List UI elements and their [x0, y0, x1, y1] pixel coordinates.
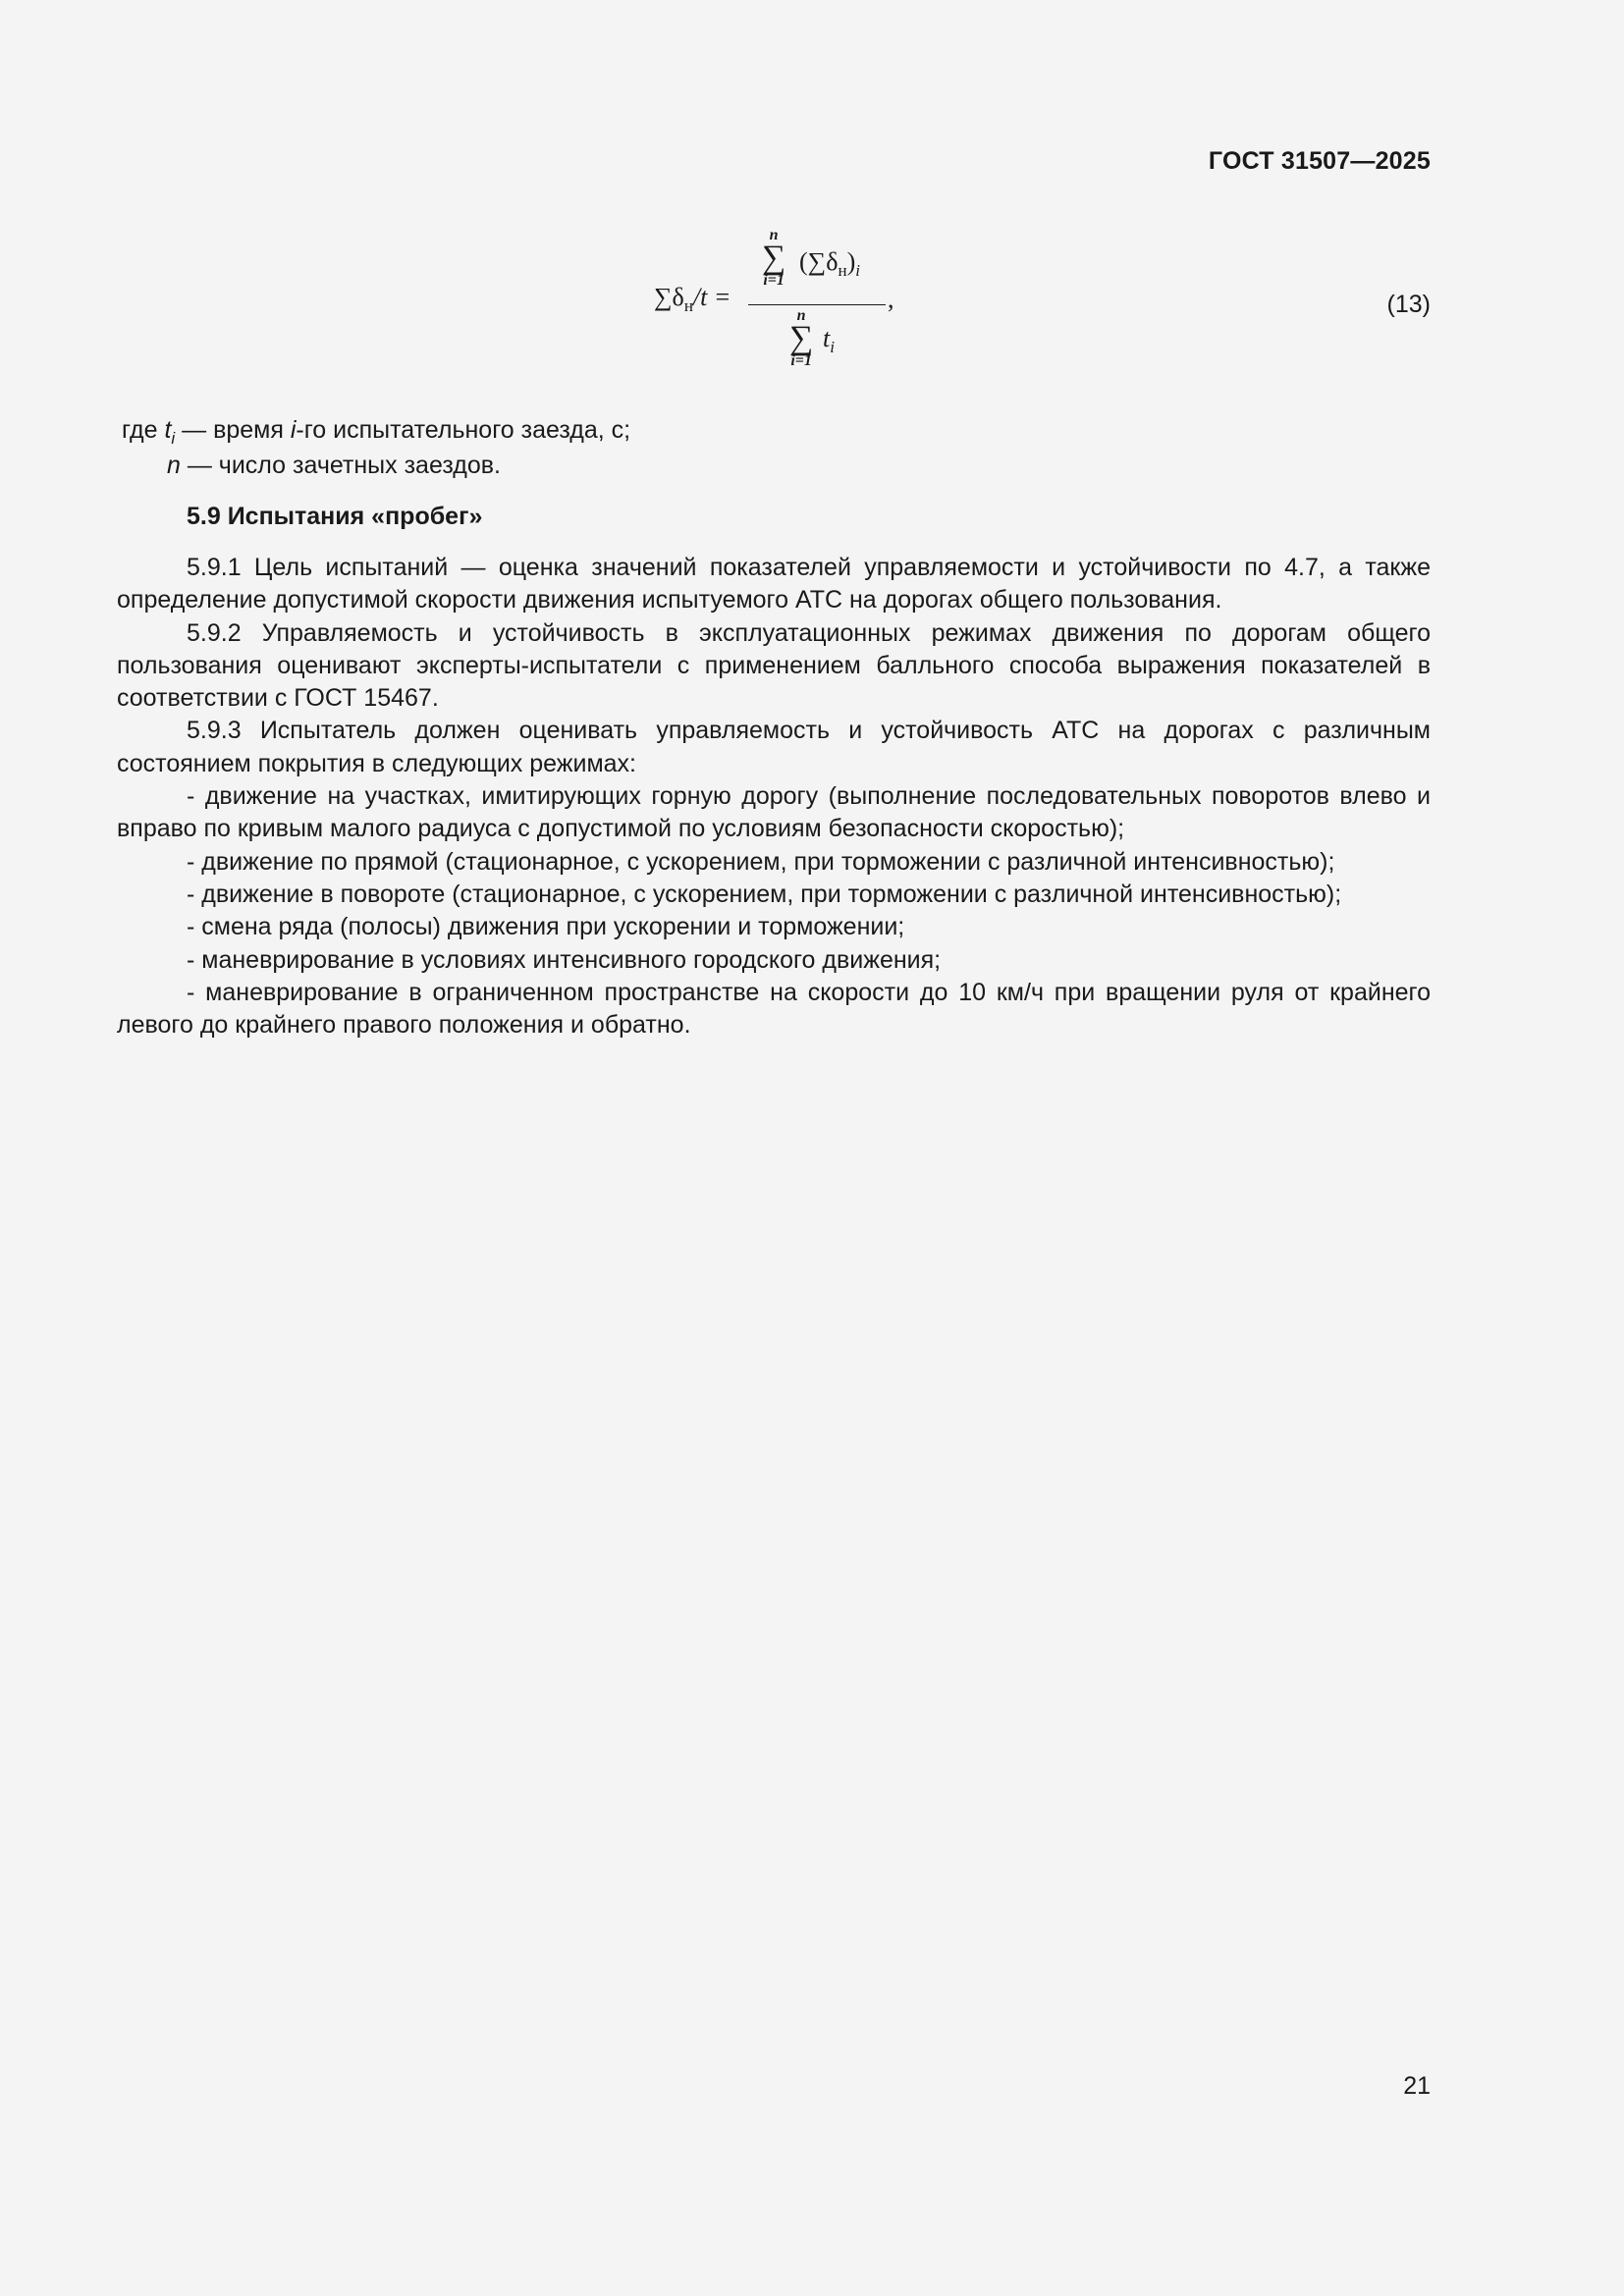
list-item: - движение по прямой (стационарное, с ускорением, при торможении с различной интенсивностью); [187, 847, 1335, 876]
denominator-body [823, 324, 835, 357]
document-header: ГОСТ 31507—2025 [1208, 147, 1431, 175]
equation-number: (13) [1386, 291, 1431, 318]
where-var-t-sub: i [171, 429, 176, 448]
numerator-inner-sub: н [838, 261, 847, 281]
lhs-rest: /t = [692, 283, 731, 311]
list-item: - маневрирование в условиях интенсивного городского движения; [187, 945, 942, 974]
list-item: - движение на участках, имитирующих горную дорогу (выполнение последовательных поворотов влево и вправо по кривым малого радиуса с допустимой по условиям безопасности скоростью); [117, 782, 1431, 843]
where-dash: — время [175, 416, 291, 444]
denominator-sum [789, 308, 813, 369]
lhs-delta: δ [672, 283, 684, 311]
lhs-subscript: н [683, 296, 693, 316]
section-title: 5.9 Испытания «пробег» [187, 503, 483, 530]
numerator-body [799, 247, 860, 281]
list-item: - маневрирование в ограниченном пространстве на скорости до 10 км/ч при вращении руля от крайнего левого до крайнего правого положения и обратно. [117, 978, 1431, 1040]
paragraph-5-9-3: 5.9.3 Испытатель должен оценивать управляемость и устойчивость АТС на дорогах с различным состоянием покрытия в следующих режимах: [117, 717, 1431, 777]
denominator-sum-lower: i=1 [790, 352, 812, 369]
numerator-sigma: ∑ [762, 240, 786, 276]
where-desc-2: — число зачетных заездов. [180, 452, 501, 479]
list-item: - смена ряда (полосы) движения при ускорении и торможении; [187, 913, 905, 941]
denominator-t: t [823, 324, 831, 352]
numerator-open: (∑δ [799, 247, 839, 276]
numerator-sum-lower: i=1 [763, 272, 785, 289]
page-number: 21 [1403, 2072, 1431, 2100]
numerator-sum-upper: n [769, 227, 779, 243]
where-desc-1: -го испытательного заезда, с; [296, 416, 631, 444]
numerator-outer-sub: i [855, 261, 860, 281]
formula-13 [654, 228, 909, 385]
numerator-sum [762, 228, 785, 289]
where-line-1 [122, 414, 1435, 454]
where-line-2 [167, 450, 1481, 482]
numerator-close: ) [846, 247, 856, 276]
formula-lhs [654, 283, 731, 316]
paragraph-5-9-2: 5.9.2 Управляемость и устойчивость в эксплуатационных режимах движения по дорогам общего пользования оценивают эксперты-испытатели с применением балльного способа выражения показателей в соответствии с ГОСТ 15467. [117, 618, 1431, 713]
fraction-bar [748, 304, 886, 305]
denominator-sum-upper: n [796, 307, 806, 324]
list-item: - движение в повороте (стационарное, с ускорением, при торможении с различной интенсивностью); [187, 880, 1342, 908]
where-prefix: где [122, 416, 165, 444]
where-var-i: i [290, 416, 297, 444]
where-var-n: n [167, 452, 181, 479]
where-var-t: t [164, 416, 172, 444]
formula-comma: , [888, 285, 894, 313]
section-body [117, 552, 1431, 1041]
lhs-sigma: ∑ [654, 283, 673, 311]
denominator-sigma: ∑ [789, 320, 814, 356]
paragraph-5-9-1: 5.9.1 Цель испытаний — оценка значений показателей управляемости и устойчивости по 4.7, а также определение допустимой скорости движения испытуемого АТС на дорогах общего пользования. [117, 554, 1431, 614]
denominator-sub: i [830, 338, 835, 357]
